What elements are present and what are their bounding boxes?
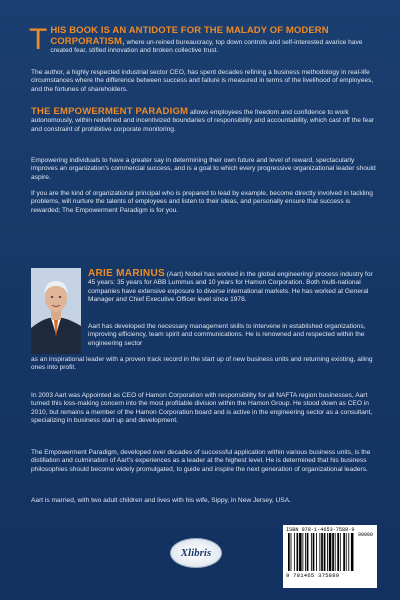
author-bio-paragraph — [88, 270, 378, 305]
barcode-bar — [329, 533, 332, 571]
barcode-bar — [348, 533, 349, 571]
publisher-logo — [170, 538, 222, 568]
barcode-bar — [291, 533, 292, 571]
barcode-bar — [302, 533, 303, 571]
barcode-bar — [324, 533, 326, 571]
barcode-bars — [286, 533, 374, 573]
ceo-paragraph: In 2003 Aart was Appointed as CEO of Hamon Corporation with responsibility for all NAFTA region businesses, Aart turned this loss-making concern into the most profitable division within the Hamon Group. He stood down as CEO in 2010, but remains a member of the Hamon Corporation board and is active in the engineering sector as a consultant, specializing in business start up and development. — [31, 392, 373, 425]
barcode-bar — [288, 533, 290, 571]
intro-text: where un-reined bureaucracy, top down controls and self-interested avarice have created fear, stifled innovation and broken collective trust. — [50, 38, 363, 54]
publisher-name: Xlibris — [180, 547, 212, 559]
barcode-block — [283, 525, 377, 588]
personal-paragraph: Aart is married, with two adult children and lives with his wife, Sippy, in New Jersey, USA. — [31, 497, 291, 504]
barcode-bar — [311, 533, 312, 571]
barcode-bar — [332, 533, 334, 571]
author-summary-paragraph: The author, a highly respected industrial sector CEO, has spent decades refining a business methodology in real-life circumstances where the difference between success and failure is measured in terms of the livelihood of employees, and the fortunes of shareholders. — [31, 69, 374, 93]
author-name: ARIE MARINUS — [88, 268, 165, 279]
intro-paragraph — [29, 23, 376, 56]
barcode-bar — [346, 533, 347, 571]
audience-paragraph: If you are the kind of organizational principal who is prepared to lead by example, become directly involved in tackling problems, will nurture the talents of employees and listen to their ideas, and personally ensure that success is rewarded; The Empowerment Paradigm is for you. — [31, 190, 373, 214]
barcode-bar — [307, 533, 309, 571]
development-paragraph: The Empowerment Paradigm, developed over decades of successful application within various business units, is the distillation and culmination of Aart's experiences as a leader at the highest level. He is determined that his business philosophies should become widely promulgated, to guide and inspire the next generation of organizational leaders. — [31, 449, 371, 473]
paradigm-text: allows employees the freedom and confidence to work autonomously, within redefined and incentivized boundaries of responsibility and accountability, which cast off the fear and constraint of prohibitive corporate monitoring. — [31, 109, 375, 133]
barcode-bar — [316, 533, 317, 571]
author-skills-paragraph: Aart has developed the necessary management skills to intervene in established organizations, improving efficiency, team spirit and communications. He is renowned and respected within the engineering sector — [88, 323, 366, 347]
author-bio-text: (Aart) Nobel has worked in the global engineering/ process industry for 45 years: 35 years for ABB Lummus and 10 years for Hamon Corporation. Both multi-national companies have extensive exposure to diverse international markets. He has worked at General Manager and Chief Executive Officer level since 1978. — [88, 271, 373, 304]
intro-headline: HIS BOOK IS AN ANTIDOTE FOR THE MALADY OF MODERN CORPORATISM, — [50, 25, 329, 47]
barcode-bar — [294, 533, 295, 571]
barcode-bar — [340, 533, 341, 571]
barcode-digits: 9 781465 375889 — [286, 572, 340, 579]
barcode-bar — [351, 533, 354, 571]
drop-cap: T — [29, 23, 48, 56]
author-photo — [31, 268, 81, 354]
barcode-bar — [297, 533, 299, 571]
author-skills-paragraph-cont: as an inspirational leader with a proven track record in the start up of new business units and returning existing, ailing ones into profit. — [31, 356, 373, 372]
barcode-bar — [319, 533, 320, 571]
barcode-bar — [337, 533, 339, 571]
price-code: 90000 — [357, 532, 373, 538]
barcode-bar — [321, 533, 323, 571]
barcode-bar — [305, 533, 306, 571]
barcode-bar — [327, 533, 328, 571]
barcode-bar — [343, 533, 345, 571]
barcode-bar — [335, 533, 336, 571]
paradigm-paragraph — [31, 108, 376, 134]
empowering-paragraph: Empowering individuals to have a greater say in determining their own future and level of reward, spectacularly improves an organization's commercial success, and is a goal to which every progressive organizational leader should aspire. — [31, 157, 376, 181]
isbn-text: ISBN 978-1-4653-7588-9 — [286, 527, 355, 533]
paradigm-heading: THE EMPOWERMENT PARADIGM — [31, 106, 189, 117]
barcode-bar — [313, 533, 315, 571]
barcode-bar — [299, 533, 302, 571]
